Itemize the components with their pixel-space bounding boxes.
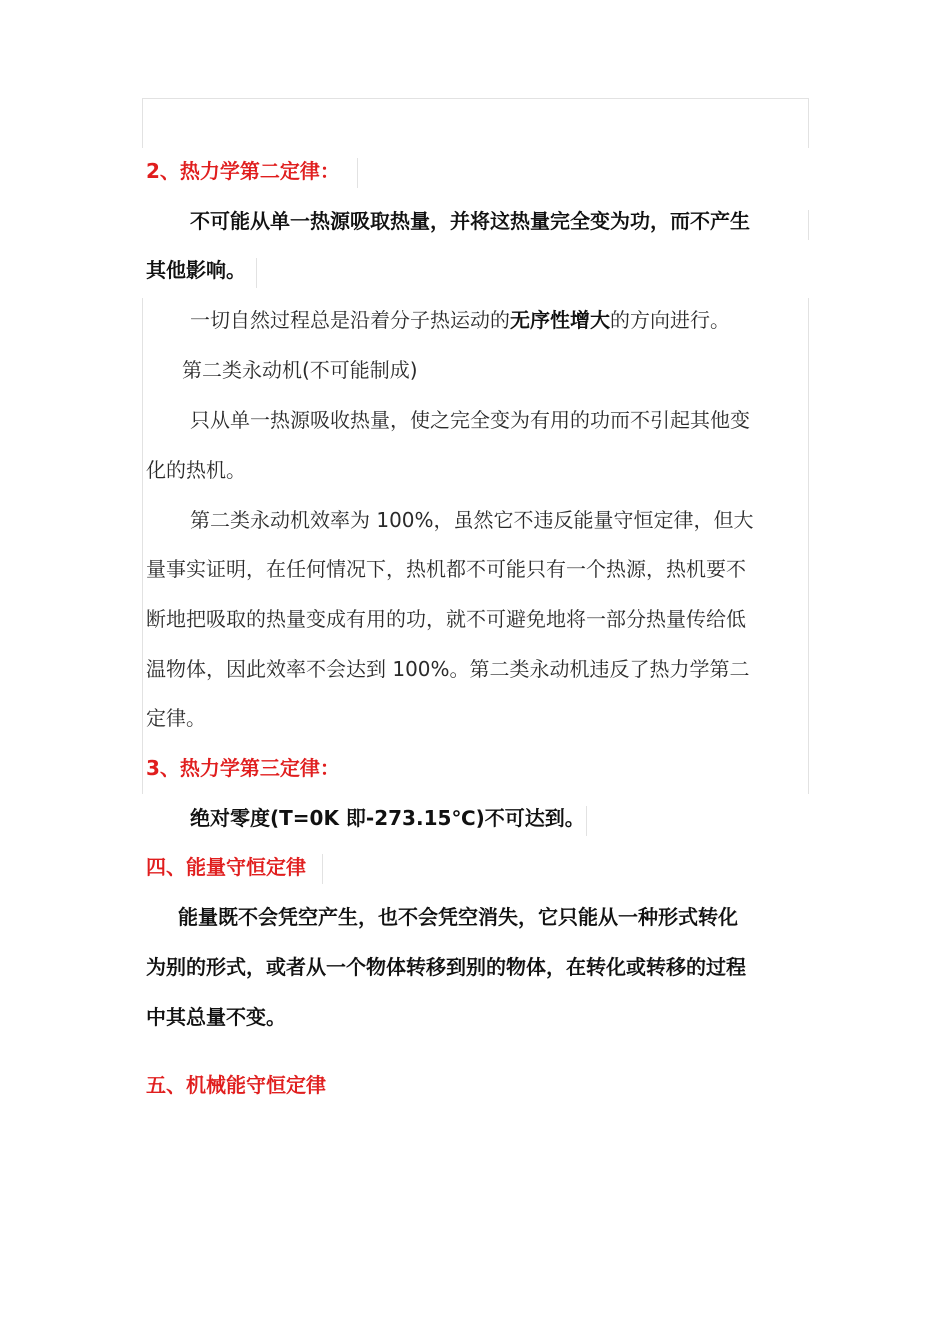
para-third-law: 绝对零度(T=0K 即-273.15℃)不可达到。 [190,806,585,830]
para-disorder-bold: 无序性增大 [510,308,610,332]
left-rule-main [142,298,143,794]
para-disorder [190,305,730,335]
para-efficiency-line3: 断地把吸取的热量变成有用的功，就不可避免地将一部分热量传给低 [146,607,746,631]
para-perpetual-def-line1: 只从单一热源吸收热量，使之完全变为有用的功而不引起其他变 [190,408,750,432]
right-rule-top [808,98,809,148]
para-perpetual-title: 第二类永动机(不可能制成) [182,358,418,382]
heading-third-law: 3、热力学第三定律： [146,756,340,780]
short-rule-3 [322,854,323,884]
right-rule-body [808,210,809,240]
para-efficiency-line4: 温物体，因此效率不会达到 100%。第二类永动机违反了热力学第二 [146,657,750,681]
para-perpetual-def-line2: 化的热机。 [146,458,246,482]
para-energy-line3: 中其总量不变。 [146,1005,286,1029]
para-efficiency-line1: 第二类永动机效率为 100%，虽然它不违反能量守恒定律，但大 [190,508,754,532]
short-rule-1 [256,258,257,288]
heading-energy-conservation: 四、能量守恒定律 [146,855,306,879]
para-efficiency-line2: 量事实证明，在任何情况下，热机都不可能只有一个热源，热机要不 [146,557,746,581]
heading-second-law: 2、热力学第二定律： [146,159,340,183]
right-rule-main [808,298,809,794]
short-rule-2 [586,806,587,836]
para-efficiency-line5: 定律。 [146,706,206,730]
para-second-law-line2: 其他影响。 [146,258,246,282]
para-disorder-b: 的方向进行。 [610,308,730,332]
heading-mechanical-energy: 五、机械能守恒定律 [146,1073,326,1097]
heading-rule [357,158,358,188]
para-energy-line1: 能量既不会凭空产生，也不会凭空消失，它只能从一种形式转化 [178,905,738,929]
para-energy-line2: 为别的形式，或者从一个物体转移到别的物体，在转化或转移的过程 [146,955,746,979]
top-rule [142,98,808,99]
left-rule [142,98,143,148]
para-disorder-a: 一切自然过程总是沿着分子热运动的 [190,308,510,332]
para-second-law-line1: 不可能从单一热源吸取热量，并将这热量完全变为功，而不产生 [190,209,750,233]
